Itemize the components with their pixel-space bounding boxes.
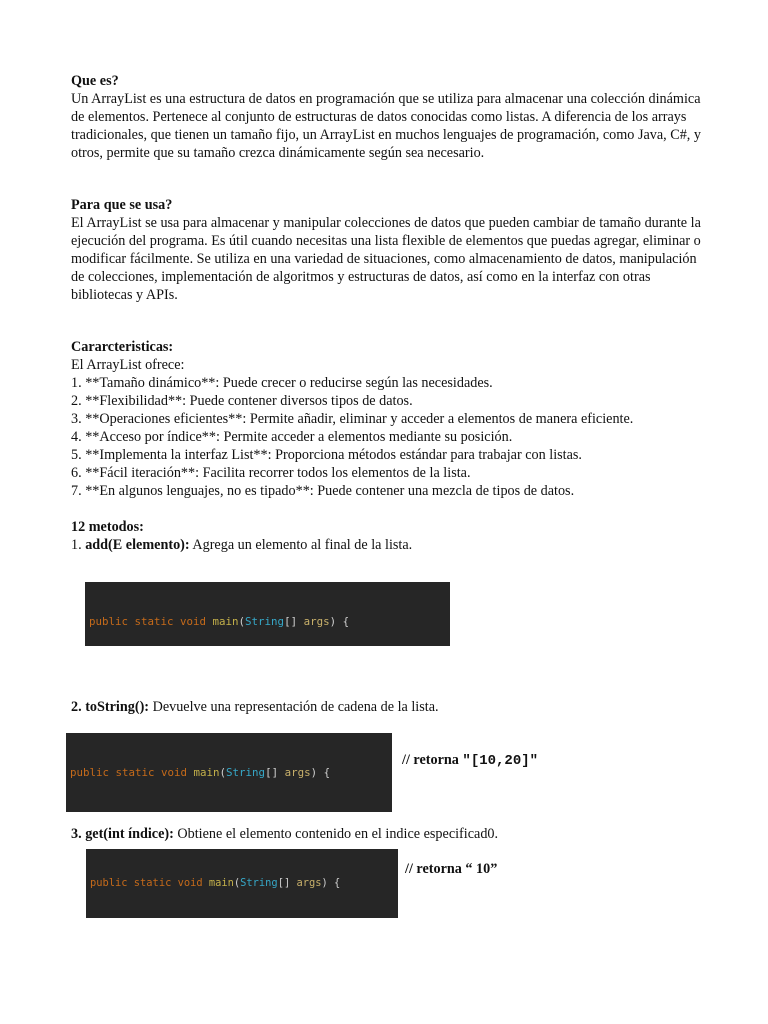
heading-para-que: Para que se usa? xyxy=(71,197,173,213)
code-screenshot-tostring: public static void main(String[] args) { xyxy=(66,733,392,812)
heading-que-es: Que es? xyxy=(71,73,119,89)
list-item: 3. **Operaciones eficientes**: Permite añadir, eliminar y acceder a elementos de manera eficiente. xyxy=(71,411,634,427)
method-add-name: add(E elemento): xyxy=(85,537,190,553)
tostring-return-comment: // retorna "[10,20]" xyxy=(402,752,539,769)
document-body xyxy=(71,72,701,554)
paragraph-para-que: El ArrayList se usa para almacenar y manipular colecciones de datos que pueden cambiar de tamaño durante la ejecución del programa. Es útil cuando necesitas una lista flexible de elementos que puedas agregar, eliminar o modificar fácilmente. Se utiliza en una variedad de situaciones, como almacenamiento de datos, manipulación de colecciones, implementación de algoritmos y estructuras de datos, así como en la interfaz con otras bibliotecas y APIs. xyxy=(71,215,701,303)
method-get-name: 3. get(int índice): xyxy=(71,826,174,842)
method-tostring-desc: Devuelve una representación de cadena de la lista. xyxy=(149,699,439,715)
method-get-desc: Obtiene el elemento contenido en el indice especificad0. xyxy=(173,826,499,842)
get-return-comment: // retorna “ 10” xyxy=(405,861,498,877)
code-screenshot-add: public static void main(String[] args) { xyxy=(85,582,450,646)
list-item: 2. **Flexibilidad**: Puede contener diversos tipos de datos. xyxy=(71,393,413,409)
method-add: 1. add(E elemento): Agrega un elemento al final de la lista. xyxy=(71,537,413,553)
list-item: 1. **Tamaño dinámico**: Puede crecer o reducirse según las necesidades. xyxy=(71,375,493,391)
list-item: 6. **Fácil iteración**: Facilita recorrer todos los elementos de la lista. xyxy=(71,465,471,481)
caracteristicas-intro: El ArrayList ofrece: xyxy=(71,357,185,373)
paragraph-que-es: Un ArrayList es una estructura de datos en programación que se utiliza para almacenar una colección dinámica de elementos. Pertenece al conjunto de estructuras de datos conocidas como listas. A diferencia de los arrays tradicionales, que tienen un tamaño fijo, un ArrayList en muchos lenguajes de programación, como Java, C#, y otros, permite que su tamaño crezca dinámicamente según sea necesario. xyxy=(71,91,701,161)
code-screenshot-get: public static void main(String[] args) { xyxy=(86,849,398,918)
method-tostring xyxy=(71,698,439,716)
list-item: 7. **En algunos lenguajes, no es tipado**: Puede contener una mezcla de tipos de datos. xyxy=(71,483,575,499)
heading-caracteristicas: Cararcteristicas: xyxy=(71,339,174,355)
method-tostring-name: 2. toString(): xyxy=(71,699,150,715)
list-item: 4. **Acceso por índice**: Permite acceder a elementos mediante su posición. xyxy=(71,429,513,445)
list-item: 5. **Implementa la interfaz List**: Proporciona métodos estándar para trabajar con listas. xyxy=(71,447,582,463)
heading-metodos: 12 metodos: xyxy=(71,519,144,535)
method-get xyxy=(71,825,498,843)
method-add-desc: Agrega un elemento al final de la lista. xyxy=(189,537,413,553)
tostring-return-value: "[10,20]" xyxy=(462,753,539,769)
